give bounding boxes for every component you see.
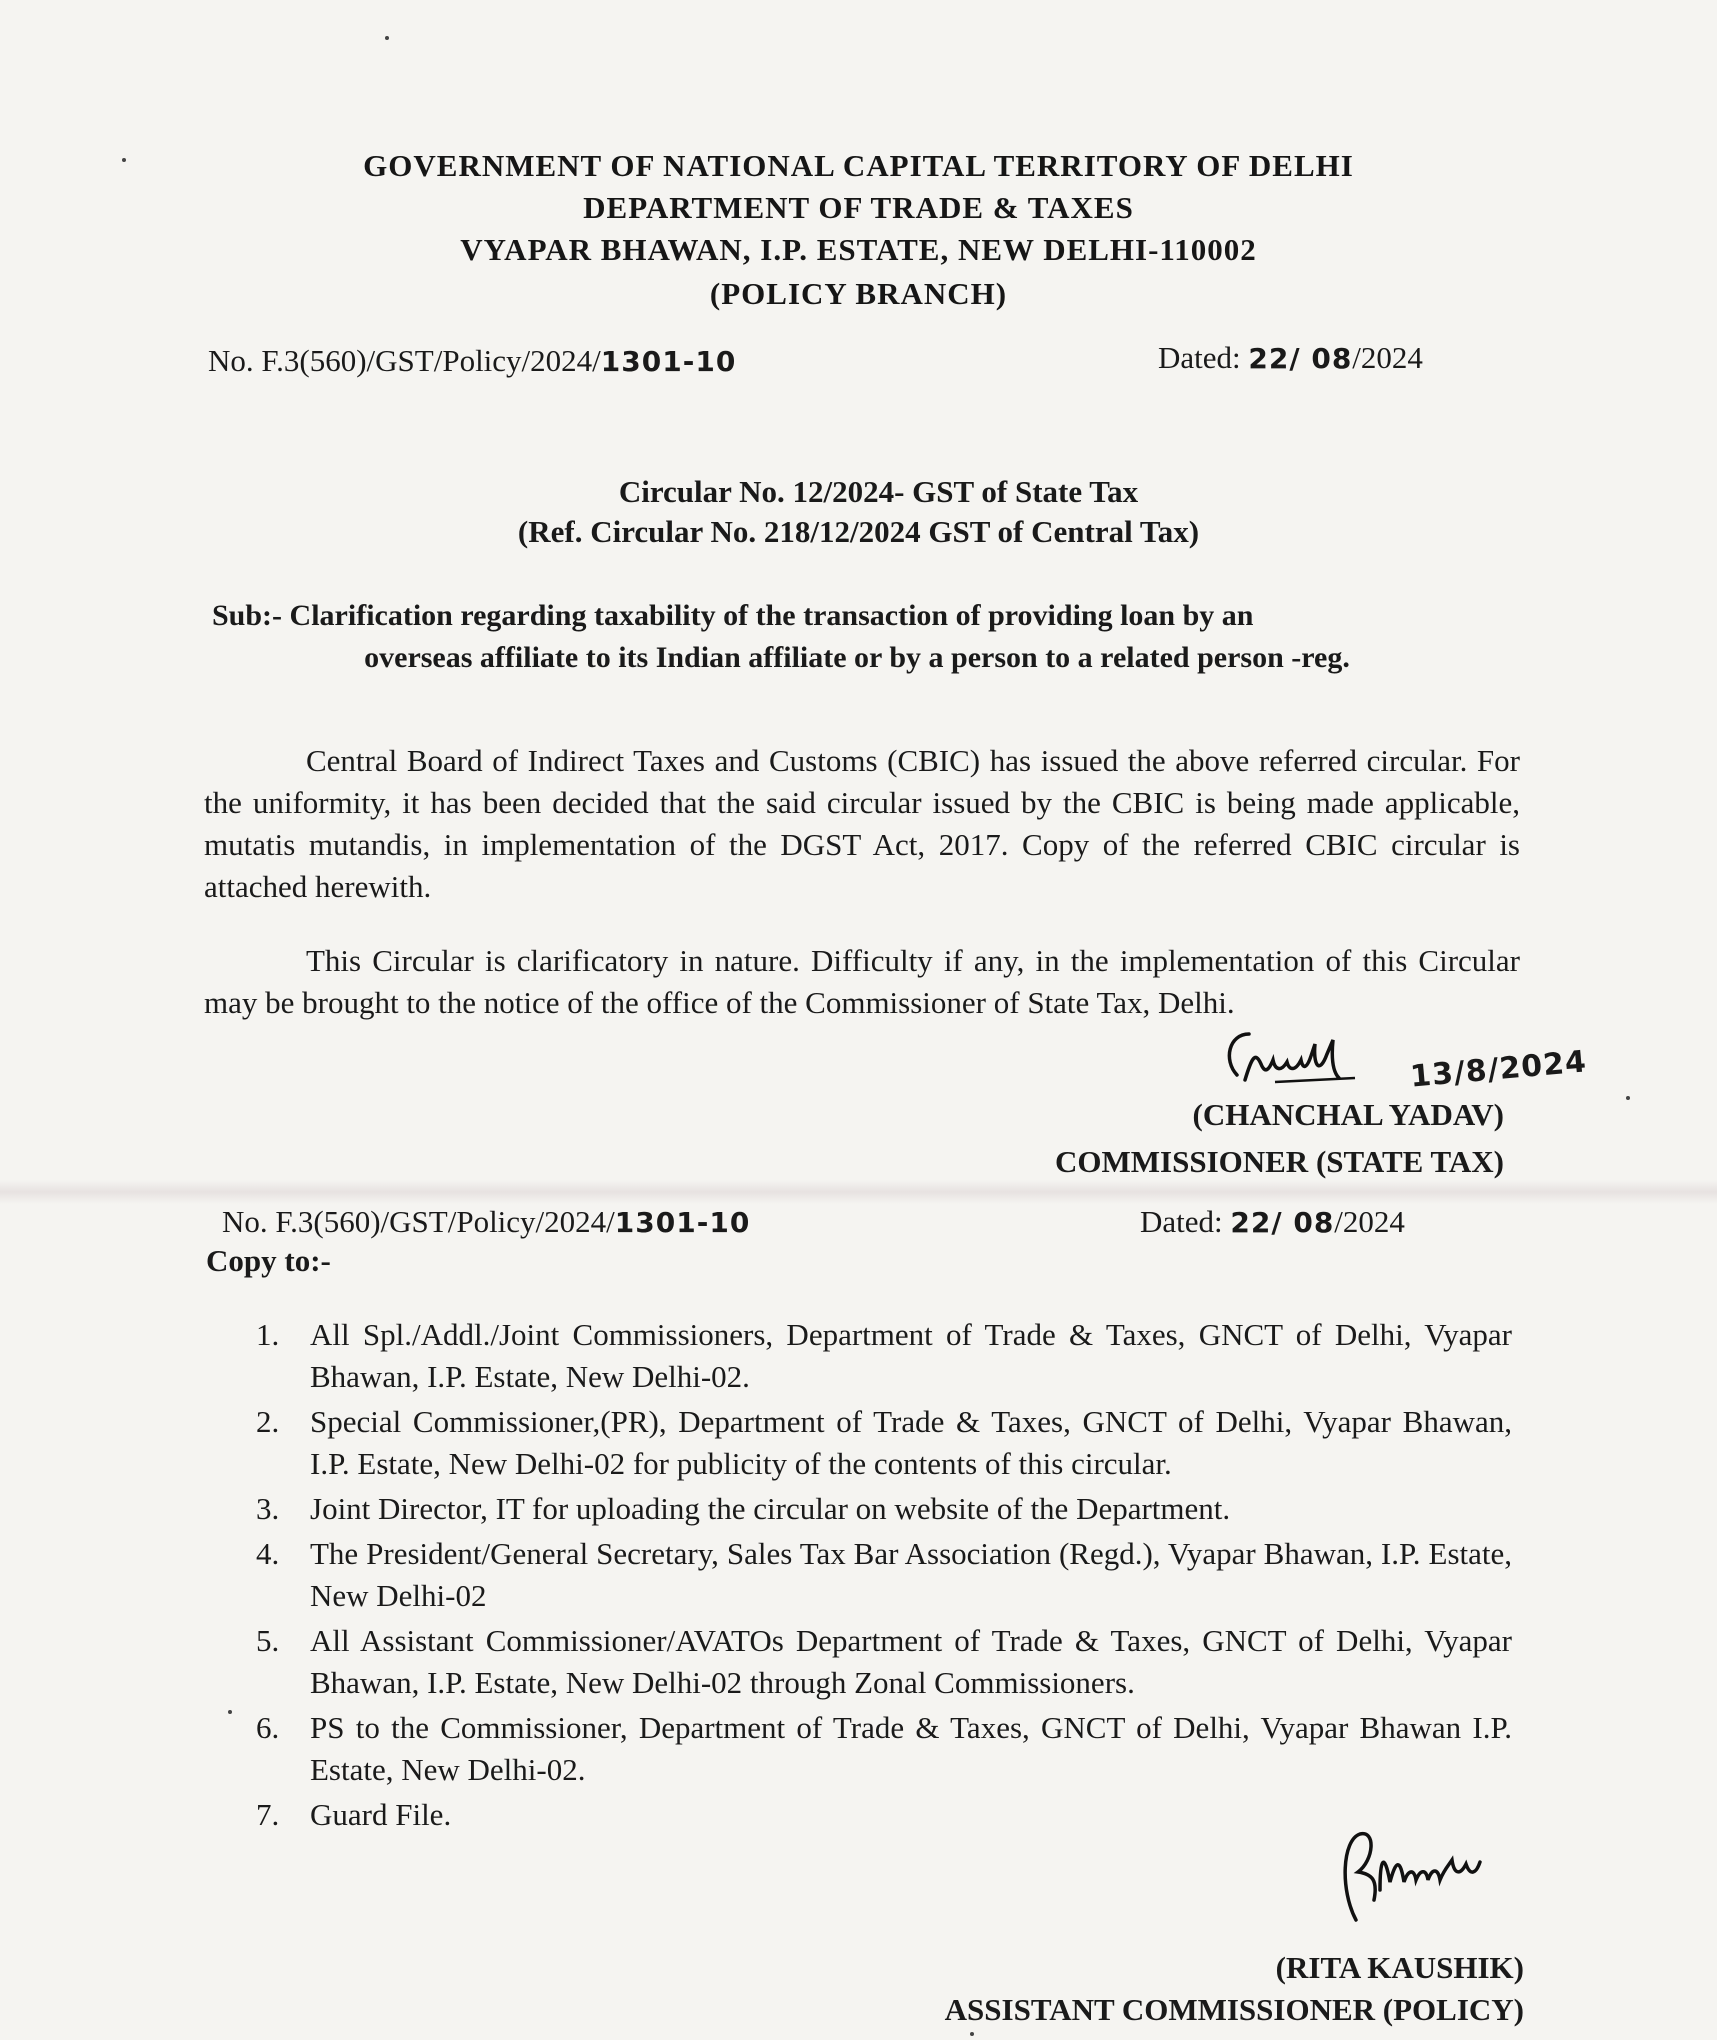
copy-to-item-number: 6. [256, 1710, 280, 1745]
dated-handwritten: 22/ 08 [1248, 342, 1353, 375]
copy-to-item-text: The President/General Secretary, Sales Tax Bar Association (Regd.), Vyapar Bhawan, I.P. Estate, New Delhi-02 [310, 1536, 1512, 1613]
date-top [1158, 340, 1423, 376]
copy-to-item-number: 3. [256, 1491, 280, 1526]
body-paragraph-2-text: This Circular is clarificatory in nature. Difficulty if any, in the implementation of this Circular may be brought to the notice of the office of the Commissioner of State Tax, Delhi. [204, 943, 1520, 1020]
commissioner-designation: COMMISSIONER (STATE TAX) [1055, 1144, 1504, 1179]
scan-speck [385, 36, 389, 40]
subject-line2: overseas affiliate to its Indian affiliate or by a person to a related person -reg. [364, 641, 1350, 674]
commissioner-name: (CHANCHAL YADAV) [1192, 1097, 1504, 1132]
copy-to-item-text: All Spl./Addl./Joint Commissioners, Department of Trade & Taxes, GNCT of Delhi, Vyapar Bhawan, I.P. Estate, New Delhi-02. [310, 1317, 1512, 1394]
header-government: GOVERNMENT OF NATIONAL CAPITAL TERRITORY OF DELHI [363, 148, 1354, 183]
assistant-commissioner-signature [1320, 1820, 1520, 1930]
commissioner-signature [1215, 1020, 1435, 1100]
copy-to-item-text: Joint Director, IT for uploading the circular on website of the Department. [310, 1491, 1231, 1526]
subject [212, 595, 1502, 679]
body-paragraph-2 [204, 940, 1520, 1024]
file-number-handwritten: 1301-10 [614, 1206, 751, 1239]
copy-to-item [240, 1314, 1512, 1398]
body-paragraph-1 [204, 740, 1520, 908]
file-number-top [208, 343, 736, 379]
copy-to-item-number: 7. [256, 1797, 280, 1832]
copy-to-label: Copy to:- [206, 1243, 331, 1278]
header-branch: (POLICY BRANCH) [709, 276, 1008, 311]
subject-line1: Clarification regarding taxability of the transaction of providing loan by an [289, 599, 1254, 632]
assistant-commissioner-designation: ASSISTANT COMMISSIONER (POLICY) [944, 1992, 1524, 2027]
file-number-handwritten: 1301-10 [600, 345, 737, 378]
paper-fold-line [0, 1180, 1717, 1204]
dated-year: /2024 [1352, 340, 1423, 375]
header-department: DEPARTMENT OF TRADE & TAXES [583, 190, 1134, 225]
copy-to-item [240, 1620, 1512, 1704]
header-address: VYAPAR BHAWAN, I.P. ESTATE, NEW DELHI-110002 [460, 232, 1257, 267]
body-paragraph-1-text: Central Board of Indirect Taxes and Customs (CBIC) has issued the above referred circular. For the uniformity, it has been decided that the said circular issued by the CBIC is being made applicable, mutatis mutandis, in implementation of the DGST Act, 2017. Copy of the referred CBIC circular is attached herewith. [204, 743, 1520, 904]
copy-to-item-text: Guard File. [310, 1797, 452, 1832]
copy-to-list [240, 1314, 1512, 1839]
copy-to-item [240, 1533, 1512, 1617]
commissioner-signature-date: 13/8/2024 [1408, 1044, 1589, 1095]
dated-label: Dated: [1140, 1204, 1223, 1239]
copy-to-item-text: PS to the Commissioner, Department of Trade & Taxes, GNCT of Delhi, Vyapar Bhawan I.P. Estate, New Delhi-02. [310, 1710, 1512, 1787]
file-number-label: No. F.3(560)/GST/Policy/2024/ [208, 343, 601, 378]
circular-title: Circular No. 12/2024- GST of State Tax [618, 474, 1139, 509]
copy-to-item [240, 1707, 1512, 1791]
copy-to-item-text: All Assistant Commissioner/AVATOs Department of Trade & Taxes, GNCT of Delhi, Vyapar Bhawan, I.P. Estate, New Delhi-02 through Zonal Commissioners. [310, 1623, 1512, 1700]
file-number-label: No. F.3(560)/GST/Policy/2024/ [222, 1204, 615, 1239]
scan-speck [970, 2032, 974, 2036]
dated-handwritten: 22/ 08 [1230, 1206, 1335, 1239]
dated-label: Dated: [1158, 340, 1241, 375]
circular-reference: (Ref. Circular No. 218/12/2024 GST of Central Tax) [517, 514, 1200, 549]
copy-to-item-number: 2. [256, 1404, 280, 1439]
file-number-bottom [222, 1204, 750, 1240]
dated-year: /2024 [1334, 1204, 1405, 1239]
copy-to-item [240, 1488, 1512, 1530]
copy-to-item-text: Special Commissioner,(PR), Department of Trade & Taxes, GNCT of Delhi, Vyapar Bhawan, I.P. Estate, New Delhi-02 for publicity of the contents of this circular. [310, 1404, 1512, 1481]
scan-speck [122, 158, 126, 162]
date-bottom [1140, 1204, 1405, 1240]
copy-to-item-number: 1. [256, 1317, 280, 1352]
scan-speck [228, 1710, 232, 1714]
copy-to-item-number: 5. [256, 1623, 280, 1658]
copy-to-item-number: 4. [256, 1536, 280, 1571]
copy-to-item [240, 1401, 1512, 1485]
scan-speck [1626, 1096, 1630, 1100]
assistant-commissioner-name: (RITA KAUSHIK) [1275, 1950, 1524, 1985]
subject-prefix: Sub:- [212, 599, 283, 632]
